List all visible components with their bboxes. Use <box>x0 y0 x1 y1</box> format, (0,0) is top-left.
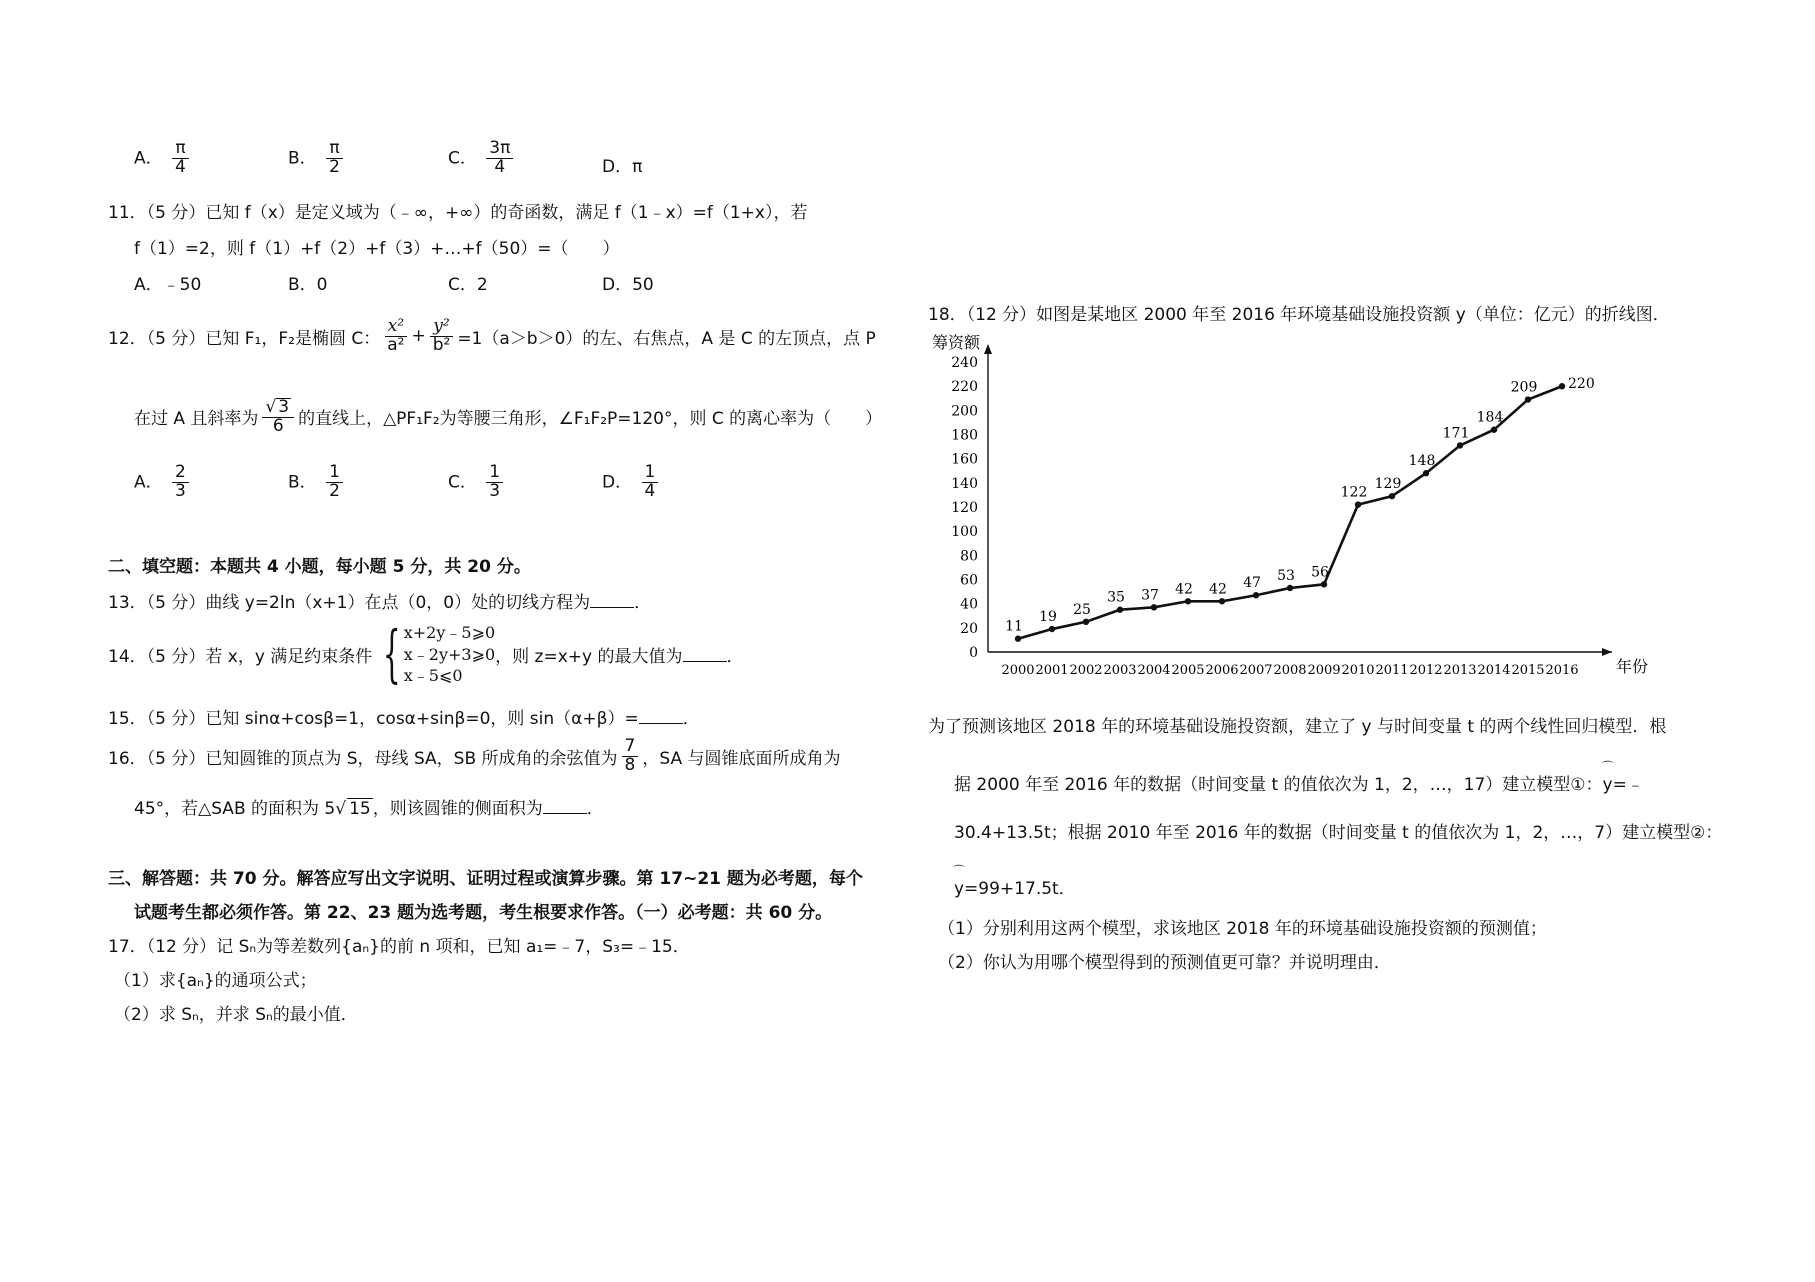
q14: 14．（5 分）若 x，y 满足约束条件 { x+2y﹣5⩾0 x﹣2y+3⩾0 x﹣5⩽0 ，则 z=x+y 的最大值为 ． <box>108 617 744 691</box>
fraction-num: 1 <box>642 464 659 483</box>
y-tick-label: 120 <box>951 500 978 517</box>
data-point <box>1389 493 1395 499</box>
answer-blank <box>639 709 683 724</box>
fraction-num: 7 <box>622 738 639 757</box>
q12-line2 <box>134 398 882 436</box>
q14-suffix: ，则 z=x+y 的最大值为 <box>495 646 683 667</box>
section3-line1: 三、解答题：共 70 分。解答应写出文字说明、证明过程或演算步骤。第 17~21 题为必考题，每个 <box>108 869 863 889</box>
data-point <box>1015 636 1021 642</box>
x-tick-label: 2008 <box>1273 663 1307 678</box>
option-label: B． <box>288 148 317 169</box>
x-tick-label: 2013 <box>1443 663 1477 678</box>
x-tick-label: 2007 <box>1239 663 1273 678</box>
q16-line2: 45°，若△SAB 的面积为 5√ 15 ，则该圆锥的侧面积为 ． <box>134 799 604 819</box>
data-point <box>1083 619 1089 625</box>
data-label: 122 <box>1340 484 1368 501</box>
fraction <box>172 140 189 177</box>
q13-text: 13．（5 分）曲线 y=2ln（x+1）在点（0，0）处的切线方程为 <box>108 593 591 613</box>
data-label: 35 <box>1107 589 1125 606</box>
x-tick-label: 2004 <box>1137 663 1171 678</box>
x-tick-label: 2009 <box>1307 663 1341 678</box>
option-label: B． <box>288 472 317 493</box>
q10-option-c <box>448 140 517 177</box>
q17-part2: （2）求 Sₙ，并求 Sₙ的最小值． <box>114 1005 358 1025</box>
x-tick-label: 2005 <box>1171 663 1205 678</box>
data-point <box>1117 607 1123 613</box>
data-point <box>1525 396 1531 402</box>
option-label: C． <box>448 472 477 493</box>
y-tick-label: 160 <box>951 451 978 468</box>
data-label: 42 <box>1175 581 1193 598</box>
q18-para2-text: 据 2000 年至 2016 年的数据（时间变量 t 的值依次为 1，2，…，17）建立模型①： <box>954 775 1603 795</box>
q12-suffix: =1（a＞b＞0）的左、右焦点，A 是 C 的左顶点，点 P <box>457 328 876 349</box>
data-label: 25 <box>1073 601 1091 618</box>
q11-option-c: C．2 <box>448 275 488 295</box>
q18-sub2: （2）你认为用哪个模型得到的预测值更可靠？并说明理由． <box>938 953 1391 973</box>
data-point <box>1321 581 1327 587</box>
fraction-num: y² <box>430 318 452 337</box>
data-label: 148 <box>1408 453 1436 470</box>
fraction-x2-a2 <box>384 318 407 355</box>
investment-line-chart <box>928 330 1649 678</box>
q18-para1: 为了预测该地区 2018 年的环境基础设施投资额，建立了 y 与时间变量 t 的两个线性回归模型．根 <box>928 717 1667 737</box>
q11-line1: 11．（5 分）已知 f（x）是定义域为（﹣∞，+∞）的奇函数，满足 f（1﹣x）=f（1+x），若 <box>108 203 808 223</box>
data-label: 37 <box>1141 587 1159 604</box>
data-label: 47 <box>1243 575 1261 592</box>
y-axis-label: 筹资额 <box>932 333 981 352</box>
fraction <box>622 738 639 775</box>
fraction-den: 8 <box>624 754 636 775</box>
fraction <box>486 140 513 177</box>
q11-option-a: A．﹣50 <box>134 275 202 295</box>
fraction-y2-b2 <box>430 318 454 355</box>
sqrt-value: 15 <box>349 799 371 819</box>
fraction-num: 1 <box>326 464 343 483</box>
fraction-num: π <box>172 140 188 159</box>
section2-title: 二、填空题：本题共 4 小题，每小题 5 分，共 20 分。 <box>108 557 531 577</box>
q12-line2-prefix: 在过 A 且斜率为 <box>134 409 259 430</box>
x-tick-label: 2000 <box>1001 663 1035 678</box>
model1-eq: y=﹣ <box>1602 775 1644 795</box>
fraction <box>642 464 659 501</box>
q15-text: 15．（5 分）已知 sinα+cosβ=1，cosα+sinβ=0，则 sin（α+β）= <box>108 709 639 729</box>
y-tick-label: 180 <box>951 427 978 444</box>
fraction-den: 6 <box>272 415 284 436</box>
data-point <box>1355 501 1361 507</box>
y-tick-label: 80 <box>960 548 978 565</box>
q10-option-a <box>134 140 193 177</box>
fraction-num: π <box>326 140 342 159</box>
q16-line1 <box>108 738 841 775</box>
q12-option-d <box>602 464 662 501</box>
data-label: 42 <box>1209 581 1227 598</box>
x-tick-label: 2010 <box>1341 663 1375 678</box>
x-tick-label: 2016 <box>1545 663 1579 678</box>
q12-option-a <box>134 464 193 501</box>
x-tick-label: 2014 <box>1477 663 1511 678</box>
fraction-sqrt3-6 <box>262 398 294 436</box>
q15: 15．（5 分）已知 sinα+cosβ=1，cosα+sinβ=0，则 sin（α+β）= ． <box>108 709 700 729</box>
y-axis-arrow-icon <box>984 344 992 354</box>
x-tick-label: 2011 <box>1375 663 1409 678</box>
data-label: 129 <box>1374 476 1402 493</box>
data-label: 209 <box>1510 379 1538 396</box>
q18-para2 <box>954 770 1644 795</box>
constraint-1: x+2y﹣5⩾0 <box>403 623 496 642</box>
y-hat <box>1603 770 1644 795</box>
option-label: D． <box>602 472 633 493</box>
x-tick-label: 2002 <box>1069 663 1103 678</box>
y-tick-label: 40 <box>960 596 978 613</box>
x-tick-label: 2012 <box>1409 663 1443 678</box>
data-point <box>1457 442 1463 448</box>
x-axis-arrow-icon <box>1602 648 1612 656</box>
fraction <box>326 464 343 501</box>
data-point <box>1423 470 1429 476</box>
model2-eq: y=99+17.5t． <box>954 879 1076 899</box>
q11-option-b: B．0 <box>288 275 328 295</box>
q12-option-b <box>288 464 347 501</box>
fraction-den: a² <box>387 334 405 355</box>
y-tick-label: 140 <box>951 475 978 492</box>
y-tick-label: 220 <box>951 379 978 396</box>
answer-blank <box>683 647 727 662</box>
x-tick-label: 2006 <box>1205 663 1239 678</box>
constraint-2: x﹣2y+3⩾0 <box>403 644 496 664</box>
constraint-lines <box>404 622 495 687</box>
q12-line1 <box>108 318 876 355</box>
q18-para3: 30.4+13.5t；根据 2010 年至 2016 年的数据（时间变量 t 的值依次为 1，2，…，7）建立模型②： <box>954 823 1723 843</box>
data-point <box>1287 585 1293 591</box>
q16-line1-suffix: ，SA 与圆锥底面所成角为 <box>642 748 841 769</box>
q12-line2-suffix: 的直线上，△PF₁F₂为等腰三角形，∠F₁F₂P=120°，则 C 的离心率为（ ） <box>298 409 883 430</box>
fraction <box>172 464 189 501</box>
q18-intro: 18．（12 分）如图是某地区 2000 年至 2016 年环境基础设施投资额 y（单位：亿元）的折线图． <box>928 305 1670 325</box>
q13: 13．（5 分）曲线 y=2ln（x+1）在点（0，0）处的切线方程为 ． <box>108 593 652 613</box>
data-point <box>1253 592 1259 598</box>
fraction-num: 1 <box>486 464 503 483</box>
q12-prefix: 12．（5 分）已知 F₁，F₂是椭圆 C： <box>108 328 381 349</box>
data-label: 220 <box>1568 376 1595 393</box>
data-point <box>1185 598 1191 604</box>
fraction-num: 3π <box>486 140 513 159</box>
fraction-den: 2 <box>329 156 340 177</box>
q11-line2: f（1）=2，则 f（1）+f（2）+f（3）+…+f（50）=（ ） <box>134 239 620 259</box>
q11-option-d: D．50 <box>602 275 654 295</box>
fraction-den: 2 <box>329 480 340 501</box>
option-label: C． <box>448 148 477 169</box>
fraction-num: x² <box>385 318 407 337</box>
data-label: 11 <box>1005 618 1023 635</box>
q18-para4 <box>954 874 1076 899</box>
answer-blank <box>543 799 587 814</box>
y-hat <box>954 874 1076 899</box>
fraction-num: 2 <box>172 464 189 483</box>
section3-line2: 试题考生都必须作答。第 22、23 题为选考题，考生根要求作答。（一）必考题：共 60 分。 <box>134 903 833 923</box>
fraction <box>326 140 343 177</box>
data-label: 171 <box>1442 425 1470 442</box>
data-point <box>1219 598 1225 604</box>
fraction-den: b² <box>432 334 451 355</box>
x-tick-label: 2015 <box>1511 663 1545 678</box>
data-label: 184 <box>1476 409 1504 426</box>
option-label: A． <box>134 472 163 493</box>
constraint-system <box>372 617 496 691</box>
q10-option-d: D．π <box>602 157 643 177</box>
x-axis-label: 年份 <box>1616 657 1649 676</box>
data-point <box>1491 427 1497 433</box>
y-tick-label: 20 <box>960 620 978 637</box>
y-tick-label: 100 <box>951 524 978 541</box>
fraction-den: 3 <box>175 480 186 501</box>
x-tick-label: 2003 <box>1103 663 1137 678</box>
y-tick-label: 240 <box>951 355 978 372</box>
brace-icon: { <box>383 617 401 691</box>
fraction-den: 4 <box>175 156 186 177</box>
data-point <box>1151 604 1157 610</box>
q10-option-b <box>288 140 347 177</box>
q16-line2-suffix: ，则该圆锥的侧面积为 <box>372 799 543 819</box>
y-tick-label: 200 <box>951 403 978 420</box>
q16-line1-prefix: 16．（5 分）已知圆锥的顶点为 S，母线 SA，SB 所成角的余弦值为 <box>108 748 618 769</box>
q14-prefix: 14．（5 分）若 x，y 满足约束条件 <box>108 646 373 667</box>
data-point <box>1049 626 1055 632</box>
option-label: A． <box>134 148 163 169</box>
answer-blank <box>590 593 634 608</box>
fraction-den: 4 <box>644 480 656 501</box>
data-label: 53 <box>1277 567 1295 584</box>
q16-line2-prefix: 45°，若△SAB 的面积为 5 <box>134 799 336 819</box>
q17-part1: （1）求{aₙ}的通项公式； <box>114 971 317 991</box>
fraction-den: 3 <box>489 480 501 501</box>
y-tick-label: 60 <box>960 572 978 589</box>
fraction <box>486 464 503 501</box>
data-label: 19 <box>1039 609 1057 626</box>
fraction-num: √ 3 <box>262 398 294 418</box>
fraction-den: 4 <box>494 156 506 177</box>
x-tick-label: 2001 <box>1035 663 1069 678</box>
q12-option-c <box>448 464 507 501</box>
data-point <box>1559 383 1565 389</box>
q18-sub1: （1）分别利用这两个模型，求该地区 2018 年的环境基础设施投资额的预测值； <box>938 919 1547 939</box>
y-tick-label: 0 <box>969 645 978 661</box>
q17-line1: 17．（12 分）记 Sₙ为等差数列{aₙ}的前 n 项和，已知 a₁=﹣7，S₃=﹣15． <box>108 937 690 957</box>
constraint-3: x﹣5⩽0 <box>403 666 463 686</box>
plus-sign: + <box>411 326 426 347</box>
data-label: 56 <box>1311 564 1329 581</box>
